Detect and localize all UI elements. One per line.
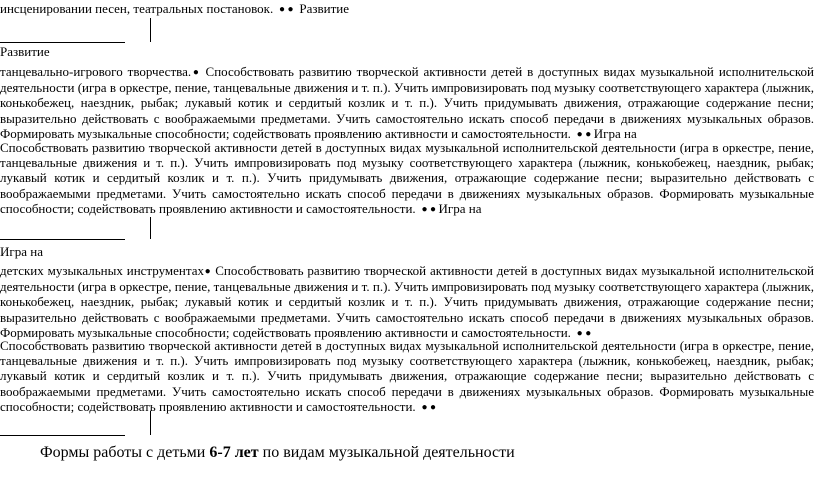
- section-title-end: по видам музыкальной деятельности: [258, 444, 515, 461]
- bullet-icon: ● ●: [276, 4, 297, 15]
- section-title-start: Формы работы с детьми: [40, 444, 210, 461]
- column-divider: [150, 411, 151, 435]
- bullet-icon: ●: [191, 67, 201, 78]
- block1-text: Способствовать развитию творческой активности детей в доступных видах музыкальной исполнительской деятельности (игра в оркестре, пение, танцевальные движения и т. п.). Учить импровизировать под музыку соответствующего характера (лыжник, конькобежец, наездник, рыбак; лукавый котик и сердитый козлик и т. п.). Учить придумывать движения, отражающие содержание песни; выразительно действовать с воображаемыми предметами. Учить самостоятельно искать способ передачи в движениях музыкальных образов. Формировать музыкальные способности; содействовать проявлению активности и самостоятельности.: [0, 64, 815, 141]
- block1-lead: танцевально-игрового творчества.: [0, 64, 192, 79]
- block3-text: Способствовать развитию творческой активности детей в доступных видах музыкальной исполнительской деятельности (игра в оркестре, пение, танцевальные движения и т. п.). Учить импровизировать под музыку соответствующего характера (лыжник, конькобежец, наездник, рыбак; лукавый котик и сердитый козлик и т. п.). Учить придумывать движения, отражающие содержание песни; выразительно действовать с воображаемыми предметами. Учить самостоятельно искать способ передачи в движениях музыкальных образов. Формировать музыкальные способности; содействовать проявлению активности и самостоятельности.: [0, 263, 815, 340]
- divider: [0, 42, 125, 43]
- block1-heading: Развитие: [0, 44, 50, 59]
- top-line-text: инсценировании песен, театральных постановок.: [0, 1, 274, 16]
- block3-paragraph: [0, 263, 814, 341]
- bullet-icon: ● ●: [418, 401, 437, 413]
- divider: [0, 239, 125, 240]
- bullet-icon: ● ●: [574, 327, 592, 339]
- section-title: [40, 444, 515, 462]
- top-line: [0, 1, 349, 17]
- block4-text: Способствовать развитию творческой активности детей в доступных видах музыкальной исполнительской деятельности (игра в оркестре, пение, танцевальные движения и т. п.). Учить импровизировать под музыку соответствующего характера (лыжник, конькобежец, наездник, рыбак; лукавый котик и сердитый козлик и т. п.). Учить придумывать движения, отражающие содержание песни; выразительно действовать с воображаемыми предметами. Учить самостоятельно искать способ передачи в движениях музыкальных образов. Формировать музыкальные способности; содействовать проявлению активности и самостоятельности.: [0, 338, 814, 414]
- bullet-icon: ● ●: [574, 128, 594, 140]
- block3-lead: детских музыкальных инструментах: [0, 263, 204, 278]
- block2-text: Способствовать развитию творческой активности детей в доступных видах музыкальной исполнительской деятельности (игра в оркестре, пение, танцевальные движения и т. п.). Учить импровизировать под музыку соответствующего характера (лыжник, конькобежец, наездник, рыбак; лукавый котик и сердитый козлик и т. п.). Учить придумывать движения, отражающие содержание песни; выразительно действовать с воображаемыми предметами. Учить самостоятельно искать способ передачи в движениях музыкальных образов. Формировать музыкальные способности; содействовать проявлению активности и самостоятельности.: [0, 140, 814, 216]
- section-title-age: 6-7 лет: [209, 444, 259, 461]
- top-line-heading: Развитие: [299, 1, 349, 16]
- divider: [0, 435, 125, 436]
- block1-next: Игра на: [593, 125, 637, 141]
- block2-paragraph: [0, 140, 814, 217]
- block3-heading: Игра на: [0, 244, 43, 259]
- bullet-icon: ● ●: [418, 203, 439, 215]
- column-divider: [150, 18, 151, 42]
- block1-paragraph: [0, 64, 814, 142]
- block4-paragraph: [0, 338, 814, 415]
- column-divider: [150, 217, 151, 239]
- bullet-icon: ●: [203, 266, 212, 277]
- block2-next: Игра на: [438, 200, 482, 216]
